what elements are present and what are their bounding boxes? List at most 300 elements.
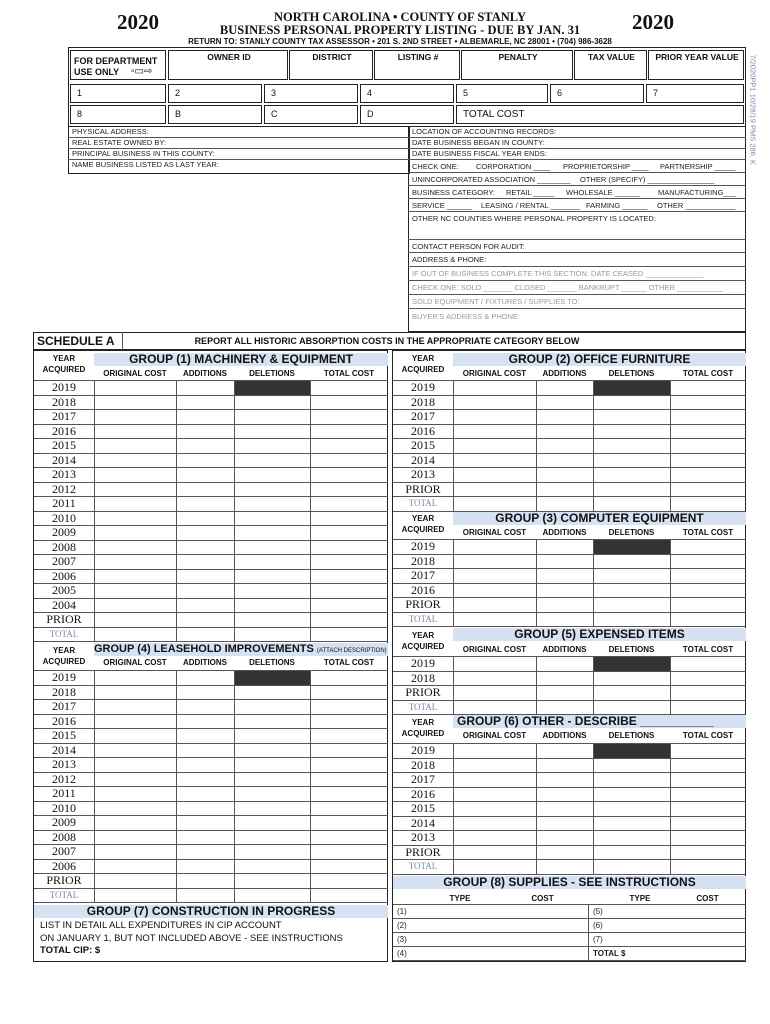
group6-cell[interactable] xyxy=(671,846,746,860)
dept-cell-d-label: D xyxy=(367,109,374,119)
group4-cell[interactable] xyxy=(235,831,310,845)
group1-cell[interactable] xyxy=(95,381,176,395)
group4-cell[interactable] xyxy=(95,816,176,830)
proprietorship-option[interactable]: PROPRIETORSHIP ____ xyxy=(563,162,649,171)
group6-cell[interactable] xyxy=(671,802,746,816)
group4-cell[interactable] xyxy=(311,860,388,874)
retail-option[interactable]: RETAIL _____ xyxy=(506,188,555,197)
group2-cell[interactable] xyxy=(454,381,536,395)
group4-cell[interactable] xyxy=(311,874,388,888)
group1-cell[interactable] xyxy=(177,512,234,526)
group4-cell[interactable] xyxy=(235,758,310,772)
listing-number-field[interactable] xyxy=(374,50,460,80)
group1-cell[interactable] xyxy=(235,483,310,497)
group4-hline xyxy=(34,902,388,903)
group6-cell[interactable] xyxy=(671,788,746,802)
group2-cell[interactable] xyxy=(671,468,746,482)
group1-cell[interactable] xyxy=(235,570,310,584)
group4-cell[interactable] xyxy=(235,686,310,700)
group3-cell[interactable] xyxy=(671,569,746,583)
group4-cell[interactable] xyxy=(311,700,388,714)
other-counties-field[interactable]: OTHER NC COUNTIES WHERE PERSONAL PROPERTY IS LOCATED: xyxy=(412,214,656,223)
group3-cell[interactable] xyxy=(454,540,536,554)
group1-cell[interactable] xyxy=(95,584,176,598)
group1-cell[interactable] xyxy=(177,584,234,598)
group4-cell[interactable] xyxy=(177,845,234,859)
group5-cell[interactable] xyxy=(454,686,536,700)
group6-cell[interactable] xyxy=(594,759,670,773)
group1-cell[interactable] xyxy=(235,410,310,424)
group5-cell[interactable] xyxy=(594,686,670,700)
group2-cell[interactable] xyxy=(671,439,746,453)
group1-cell[interactable] xyxy=(235,425,310,439)
group6-cell[interactable] xyxy=(594,817,670,831)
out-of-business-field[interactable]: IF OUT OF BUSINESS COMPLETE THIS SECTION: DATE CEASED ______________ xyxy=(412,269,704,278)
g8-cost-head-right: COST xyxy=(696,894,719,903)
group6-cell[interactable] xyxy=(671,773,746,787)
g8-total[interactable]: TOTAL $ xyxy=(593,949,626,958)
group4-cell[interactable] xyxy=(95,700,176,714)
group1-cell[interactable] xyxy=(177,381,234,395)
group1-cell[interactable] xyxy=(311,555,388,569)
group4-year-2: 2017 xyxy=(52,699,76,713)
real-estate-owned-by-field[interactable]: REAL ESTATE OWNED BY: xyxy=(72,138,167,147)
group2-cell[interactable] xyxy=(454,483,536,497)
dept-cell-d[interactable] xyxy=(360,105,454,124)
group2-cell[interactable] xyxy=(537,396,593,410)
group4-cell[interactable] xyxy=(311,715,388,729)
farming-option[interactable]: FARMING ______ xyxy=(586,201,648,210)
g4-del-head: DELETIONS xyxy=(249,658,295,667)
g8-item-7[interactable]: (7) xyxy=(593,935,603,944)
group4-cell[interactable] xyxy=(95,686,176,700)
group1-cell[interactable] xyxy=(235,613,310,627)
group1-cell[interactable] xyxy=(177,483,234,497)
group1-cell[interactable] xyxy=(177,425,234,439)
manufacturing-option[interactable]: MANUFACTURING___ xyxy=(658,188,736,197)
group4-cell[interactable] xyxy=(95,802,176,816)
g1-total-head: TOTAL COST xyxy=(323,369,375,378)
group6-year-5: 2014 xyxy=(411,815,435,830)
group2-cell[interactable] xyxy=(454,410,536,424)
group3-cell[interactable] xyxy=(594,555,670,569)
group4-cell[interactable] xyxy=(311,802,388,816)
group1-cell[interactable] xyxy=(235,468,310,482)
group4-cell[interactable] xyxy=(177,686,234,700)
name-last-year-field[interactable]: NAME BUSINESS LISTED AS LAST YEAR: xyxy=(72,160,219,169)
group1-cell[interactable] xyxy=(311,439,388,453)
group4-cell[interactable] xyxy=(95,845,176,859)
owner-id-field[interactable] xyxy=(168,50,288,80)
group6-cell[interactable] xyxy=(537,846,593,860)
group1-cell[interactable] xyxy=(235,454,310,468)
dept-cell-7[interactable] xyxy=(646,84,744,103)
group1-cell[interactable] xyxy=(177,396,234,410)
service-option[interactable]: SERVICE ______ xyxy=(412,201,472,210)
unincorporated-option[interactable]: UNINCORPORATED ASSOCIATION ________ xyxy=(412,175,571,184)
group4-cell[interactable] xyxy=(235,845,310,859)
dept-total-cost-label: TOTAL COST xyxy=(463,109,525,120)
group1-cell[interactable] xyxy=(311,584,388,598)
group4-cell[interactable] xyxy=(311,831,388,845)
group4-cell[interactable] xyxy=(177,831,234,845)
group3-cell[interactable] xyxy=(671,598,746,612)
group1-cell[interactable] xyxy=(311,410,388,424)
group6-year-1: 2018 xyxy=(411,757,435,772)
g5-acquired-label: ACQUIRED xyxy=(401,642,445,651)
group2-cell[interactable] xyxy=(454,396,536,410)
group4-cell[interactable] xyxy=(95,758,176,772)
tax-value-field[interactable] xyxy=(574,50,647,80)
dept-cell-5[interactable] xyxy=(456,84,548,103)
group6-cell[interactable] xyxy=(594,846,670,860)
group1-cell[interactable] xyxy=(177,439,234,453)
group2-cell[interactable] xyxy=(537,410,593,424)
group1-year-16: PRIOR xyxy=(46,612,82,626)
group4-cell[interactable] xyxy=(177,744,234,758)
group6-cell[interactable] xyxy=(594,773,670,787)
group2-cell[interactable] xyxy=(537,381,593,395)
group1-cell[interactable] xyxy=(95,425,176,439)
group4-cell[interactable] xyxy=(235,729,310,743)
other-category-option[interactable]: OTHER ____________ xyxy=(657,201,736,210)
group1-cell[interactable] xyxy=(177,555,234,569)
group5-cell[interactable] xyxy=(454,657,536,671)
dept-cell-b[interactable] xyxy=(168,105,262,124)
check-sold-field[interactable]: CHECK ONE: SOLD _______ CLOSED _______ BANKRUPT ______ OTHER ___________ xyxy=(412,283,723,292)
group4-cell[interactable] xyxy=(177,874,234,888)
group3-cell[interactable] xyxy=(454,584,536,598)
group2-cell[interactable] xyxy=(671,483,746,497)
group4-cell[interactable] xyxy=(177,773,234,787)
buyer-address-field[interactable]: BUYER'S ADDRESS & PHONE: xyxy=(412,312,521,321)
group3-cell[interactable] xyxy=(537,569,593,583)
group4-cell[interactable] xyxy=(177,860,234,874)
group6-cell[interactable] xyxy=(594,802,670,816)
group2-cell[interactable] xyxy=(594,396,670,410)
group5-cell[interactable] xyxy=(537,657,593,671)
group1-cell[interactable] xyxy=(311,483,388,497)
group2-cell[interactable] xyxy=(671,381,746,395)
group3-cell[interactable] xyxy=(594,584,670,598)
group4-cell[interactable] xyxy=(177,816,234,830)
group1-cell[interactable] xyxy=(95,541,176,555)
group1-cell[interactable] xyxy=(235,584,310,598)
g8-item-6[interactable]: (6) xyxy=(593,921,603,930)
group4-cell[interactable] xyxy=(311,845,388,859)
group4-cell[interactable] xyxy=(95,729,176,743)
group3-cell[interactable] xyxy=(537,584,593,598)
date-began-field[interactable]: DATE BUSINESS BEGAN IN COUNTY: xyxy=(412,138,545,147)
contact-person-field[interactable]: CONTACT PERSON FOR AUDIT: xyxy=(412,242,525,251)
group1-cell[interactable] xyxy=(95,497,176,511)
group4-cell[interactable] xyxy=(95,773,176,787)
group4-cell[interactable] xyxy=(177,700,234,714)
group2-cell[interactable] xyxy=(454,468,536,482)
group1-cell[interactable] xyxy=(177,599,234,613)
group5-cell[interactable] xyxy=(594,672,670,686)
group6-cell[interactable] xyxy=(454,802,536,816)
group1-cell[interactable] xyxy=(311,526,388,540)
group1-cell[interactable] xyxy=(235,541,310,555)
group6-cell[interactable] xyxy=(454,744,536,758)
group4-cell[interactable] xyxy=(177,671,234,685)
group4-cell[interactable] xyxy=(177,715,234,729)
group3-cell[interactable] xyxy=(537,540,593,554)
group1-cell[interactable] xyxy=(311,396,388,410)
group4-cell[interactable] xyxy=(311,787,388,801)
group4-cell[interactable] xyxy=(235,700,310,714)
dept-cell-1[interactable] xyxy=(70,84,166,103)
group3-cell[interactable] xyxy=(537,598,593,612)
group2-cell[interactable] xyxy=(537,454,593,468)
group4-cell[interactable] xyxy=(95,860,176,874)
group5-cell[interactable] xyxy=(537,686,593,700)
group6-cell[interactable] xyxy=(537,817,593,831)
group1-year-12: 2007 xyxy=(52,554,76,568)
group5-cell[interactable] xyxy=(454,672,536,686)
group4-cell[interactable] xyxy=(235,860,310,874)
group2-cell[interactable] xyxy=(537,425,593,439)
group2-cell[interactable] xyxy=(537,483,593,497)
group1-cell[interactable] xyxy=(235,526,310,540)
g8-item-4[interactable]: (4) xyxy=(397,949,407,958)
group2-cell[interactable] xyxy=(537,468,593,482)
group1-cell[interactable] xyxy=(311,454,388,468)
group1-cell[interactable] xyxy=(95,439,176,453)
group4-cell[interactable] xyxy=(95,671,176,685)
accounting-records-field[interactable]: LOCATION OF ACCOUNTING RECORDS: xyxy=(412,127,557,136)
group1-cell[interactable] xyxy=(177,570,234,584)
group5-cell[interactable] xyxy=(671,672,746,686)
group1-cell[interactable] xyxy=(235,497,310,511)
group4-cell[interactable] xyxy=(311,729,388,743)
group4-cell[interactable] xyxy=(235,787,310,801)
g8-item-1[interactable]: (1) xyxy=(397,907,407,916)
group1-cell[interactable] xyxy=(311,468,388,482)
group1-cell[interactable] xyxy=(311,497,388,511)
other-specify-option[interactable]: OTHER (SPECIFY) ________________ xyxy=(580,175,715,184)
leasing-option[interactable]: LEASING / RENTAL _______ xyxy=(481,201,580,210)
group3-cell[interactable] xyxy=(671,584,746,598)
group1-cell[interactable] xyxy=(311,570,388,584)
group4-cell[interactable] xyxy=(311,758,388,772)
group1-cell[interactable] xyxy=(95,570,176,584)
group4-cell[interactable] xyxy=(177,758,234,772)
group4-cell[interactable] xyxy=(235,816,310,830)
g6-title[interactable]: GROUP (6) OTHER - DESCRIBE ___________ xyxy=(453,715,746,728)
group1-cell[interactable] xyxy=(177,410,234,424)
group5-cell[interactable] xyxy=(671,657,746,671)
group2-cell[interactable] xyxy=(594,483,670,497)
corporation-option[interactable]: CORPORATION ____ xyxy=(476,162,551,171)
group4-cell[interactable] xyxy=(311,773,388,787)
group6-cell[interactable] xyxy=(537,759,593,773)
group1-cell[interactable] xyxy=(177,454,234,468)
g7-total-cip[interactable]: TOTAL CIP: $ xyxy=(40,945,101,956)
g1-acquired-label: ACQUIRED xyxy=(42,365,86,374)
g5-add-head: ADDITIONS xyxy=(542,645,587,654)
fiscal-year-ends-field[interactable]: DATE BUSINESS FISCAL YEAR ENDS: xyxy=(412,149,547,158)
group4-cell[interactable] xyxy=(311,744,388,758)
group6-cell[interactable] xyxy=(594,831,670,845)
group1-cell[interactable] xyxy=(95,526,176,540)
dept-cell-8[interactable] xyxy=(70,105,166,124)
group1-cell[interactable] xyxy=(235,396,310,410)
group2-cell[interactable] xyxy=(671,396,746,410)
group3-cell[interactable] xyxy=(594,569,670,583)
group4-cell[interactable] xyxy=(95,715,176,729)
group4-cell[interactable] xyxy=(235,874,310,888)
principal-business-field[interactable]: PRINCIPAL BUSINESS IN THIS COUNTY: xyxy=(72,149,215,158)
group1-cell[interactable] xyxy=(177,541,234,555)
group4-cell[interactable] xyxy=(311,671,388,685)
district-field[interactable] xyxy=(289,50,373,80)
g8-cost-head-left: COST xyxy=(531,894,554,903)
group1-cell[interactable] xyxy=(235,555,310,569)
group2-cell[interactable] xyxy=(671,425,746,439)
group1-cell[interactable] xyxy=(177,468,234,482)
group2-cell[interactable] xyxy=(454,439,536,453)
g8-item-5[interactable]: (5) xyxy=(593,907,603,916)
g8-type-head-left: TYPE xyxy=(449,894,471,903)
group1-cell[interactable] xyxy=(95,468,176,482)
group4-cell[interactable] xyxy=(311,686,388,700)
group1-cell[interactable] xyxy=(177,526,234,540)
group2-cell[interactable] xyxy=(671,454,746,468)
group4-year-14: PRIOR xyxy=(46,873,82,887)
group6-cell[interactable] xyxy=(594,788,670,802)
group6-cell[interactable] xyxy=(671,831,746,845)
group4-cell[interactable] xyxy=(235,773,310,787)
group1-cell[interactable] xyxy=(177,613,234,627)
group6-cell[interactable] xyxy=(454,788,536,802)
group1-cell[interactable] xyxy=(95,555,176,569)
group3-cell[interactable] xyxy=(594,598,670,612)
dept-cell-3[interactable] xyxy=(264,84,358,103)
group4-cell[interactable] xyxy=(95,831,176,845)
partnership-option[interactable]: PARTNERSHIP _____ xyxy=(660,162,736,171)
group1-cell[interactable] xyxy=(311,425,388,439)
group1-cell[interactable] xyxy=(235,599,310,613)
group4-cell[interactable] xyxy=(95,787,176,801)
group2-cell[interactable] xyxy=(594,439,670,453)
group1-cell[interactable] xyxy=(311,381,388,395)
g2-year-label: YEAR xyxy=(411,354,435,363)
dept-cell-4[interactable] xyxy=(360,84,454,103)
group6-cell[interactable] xyxy=(454,846,536,860)
group1-year-4: 2015 xyxy=(52,438,76,452)
group6-cell[interactable] xyxy=(671,744,746,758)
group6-cell[interactable] xyxy=(537,773,593,787)
group3-cell[interactable] xyxy=(454,555,536,569)
g8-item-3[interactable]: (3) xyxy=(397,935,407,944)
group1-total-label: TOTAL xyxy=(49,628,79,639)
group1-cell[interactable] xyxy=(95,396,176,410)
group6-cell[interactable] xyxy=(537,831,593,845)
g1-title: GROUP (1) MACHINERY & EQUIPMENT xyxy=(94,353,388,366)
group4-cell[interactable] xyxy=(177,802,234,816)
group6-cell[interactable] xyxy=(454,759,536,773)
g4-add-head: ADDITIONS xyxy=(183,658,227,667)
group1-year-3: 2016 xyxy=(52,423,76,438)
group4-cell[interactable] xyxy=(177,787,234,801)
group1-cell[interactable] xyxy=(311,613,388,627)
group5-year-0: 2019 xyxy=(411,656,435,670)
address-phone-field[interactable]: ADDRESS & PHONE: xyxy=(412,255,487,264)
group2-cell[interactable] xyxy=(537,439,593,453)
group1-cell[interactable] xyxy=(95,483,176,497)
group1-cell[interactable] xyxy=(95,454,176,468)
group4-cell[interactable] xyxy=(95,874,176,888)
group2-deletion-blocked xyxy=(594,381,670,395)
dept-cell-c[interactable] xyxy=(264,105,358,124)
group4-cell[interactable] xyxy=(235,744,310,758)
g5-title: GROUP (5) EXPENSED ITEMS xyxy=(453,628,746,641)
group6-cell[interactable] xyxy=(454,817,536,831)
group2-cell[interactable] xyxy=(671,410,746,424)
group3-cell[interactable] xyxy=(671,555,746,569)
group5-cell[interactable] xyxy=(537,672,593,686)
g8-item-2[interactable]: (2) xyxy=(397,921,407,930)
group5-cell[interactable] xyxy=(671,686,746,700)
group1-cell[interactable] xyxy=(95,410,176,424)
group3-cell[interactable] xyxy=(671,540,746,554)
group1-cell[interactable] xyxy=(177,497,234,511)
group6-cell[interactable] xyxy=(454,831,536,845)
group2-cell[interactable] xyxy=(454,454,536,468)
dept-cell-6-label: 6 xyxy=(557,88,563,98)
group2-cell[interactable] xyxy=(594,410,670,424)
group1-cell[interactable] xyxy=(95,613,176,627)
group2-cell[interactable] xyxy=(594,454,670,468)
dept-cell-2[interactable] xyxy=(168,84,262,103)
group1-cell[interactable] xyxy=(95,512,176,526)
group1-cell[interactable] xyxy=(311,541,388,555)
group3-year-0: 2019 xyxy=(411,539,435,553)
group2-cell[interactable] xyxy=(454,425,536,439)
group4-cell[interactable] xyxy=(235,802,310,816)
group3-cell[interactable] xyxy=(454,598,536,612)
group1-cell[interactable] xyxy=(311,599,388,613)
group6-cell[interactable] xyxy=(537,802,593,816)
dept-total-cost[interactable] xyxy=(456,105,744,124)
group6-cell[interactable] xyxy=(454,773,536,787)
group6-cell[interactable] xyxy=(671,759,746,773)
penalty-field[interactable] xyxy=(461,50,573,80)
group4-cell[interactable] xyxy=(177,729,234,743)
physical-address-field[interactable]: PHYSICAL ADDRESS: xyxy=(72,127,149,136)
group4-cell[interactable] xyxy=(235,715,310,729)
group6-cell[interactable] xyxy=(671,817,746,831)
group4-cell[interactable] xyxy=(311,816,388,830)
group6-cell[interactable] xyxy=(537,744,593,758)
prior-year-value-field[interactable] xyxy=(648,50,744,80)
group2-cell[interactable] xyxy=(594,468,670,482)
group1-cell[interactable] xyxy=(311,512,388,526)
group3-cell[interactable] xyxy=(537,555,593,569)
group1-cell[interactable] xyxy=(235,439,310,453)
group1-cell[interactable] xyxy=(95,599,176,613)
sold-equipment-field[interactable]: SOLD EQUIPMENT / FIXTURES / SUPPLIES TO: xyxy=(412,297,580,306)
dept-cell-6[interactable] xyxy=(550,84,644,103)
group6-cell[interactable] xyxy=(537,788,593,802)
group4-cell[interactable] xyxy=(95,744,176,758)
group1-cell[interactable] xyxy=(235,512,310,526)
wholesale-option[interactable]: WHOLESALE ______ xyxy=(566,188,640,197)
group3-cell[interactable] xyxy=(454,569,536,583)
group2-cell[interactable] xyxy=(594,425,670,439)
